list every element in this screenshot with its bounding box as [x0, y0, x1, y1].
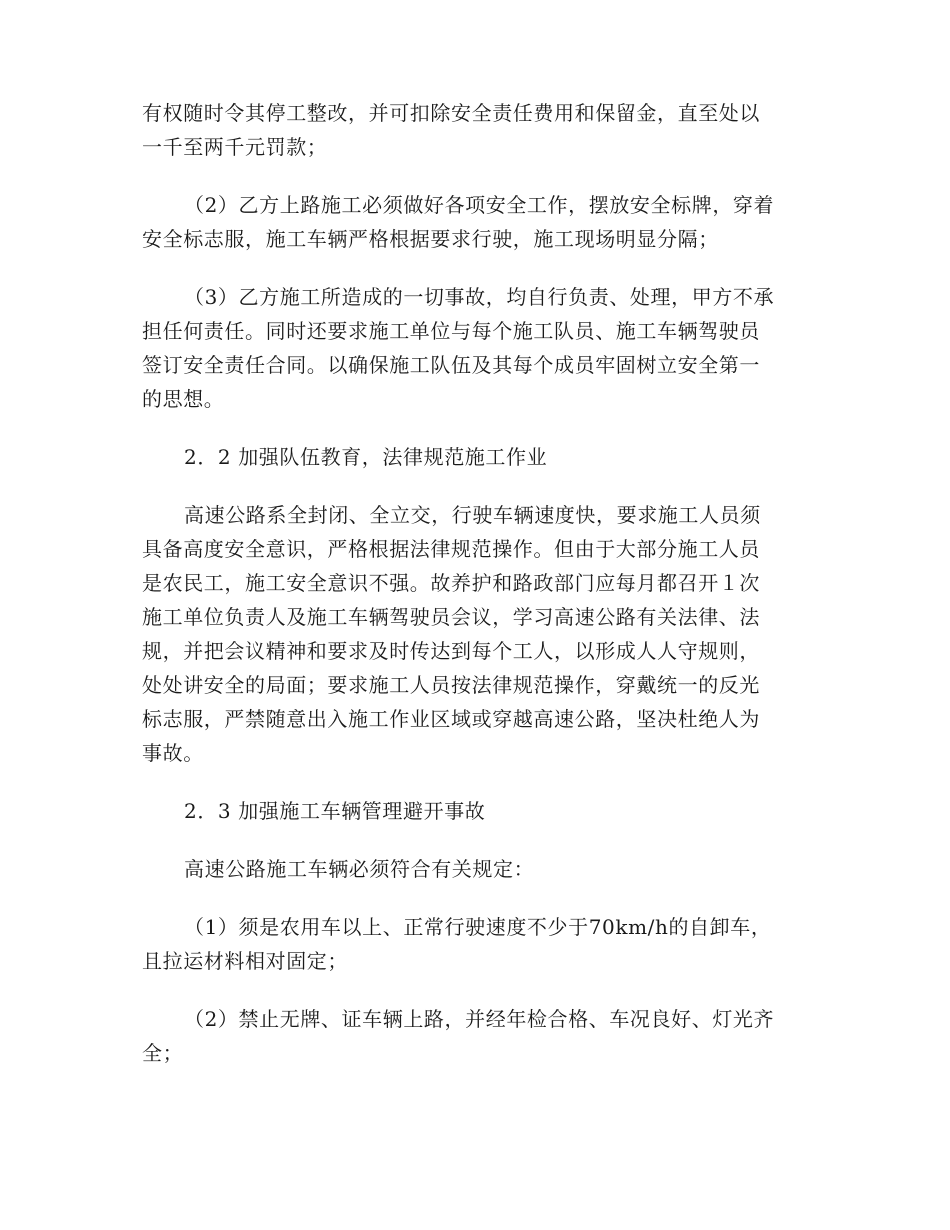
- text-line: 处处讲安全的局面；要求施工人员按法律规范操作，穿戴统一的反光: [142, 673, 760, 697]
- paragraph-item-2: [142, 188, 808, 256]
- section-heading: 2．3 加强施工车辆管理避开事故: [184, 799, 486, 823]
- text-line: 高速公路施工车辆必须符合有关规定：: [184, 857, 535, 881]
- text-line: 施工单位负责人及施工车辆驾驶员会议，学习高速公路有关法律、法: [142, 605, 760, 629]
- text-line: 是农民工，施工安全意识不强。故养护和路政部门应每月都召开１次: [142, 571, 760, 595]
- text-line: （3）乙方施工所造成的一切事故，均自行负责、处理，甲方不承: [184, 285, 775, 309]
- text-line: 且拉运材料相对固定；: [142, 949, 348, 973]
- text-line: 全；: [142, 1041, 184, 1065]
- paragraph-vehicle-rule-2: [142, 1002, 808, 1070]
- text-line: （2）禁止无牌、证车辆上路，并经年检合格、车况良好、灯光齐: [184, 1007, 775, 1031]
- text-line: （1）须是农用车以上、正常行驶速度不少于70km/h的自卸车，: [184, 915, 772, 939]
- text-line: 具备高度安全意识，严格根据法律规范操作。但由于大部分施工人员: [142, 537, 760, 561]
- text-line: 高速公路系全封闭、全立交，行驶车辆速度快，要求施工人员须: [184, 503, 761, 527]
- paragraph-continuation: [142, 96, 808, 164]
- text-line: 安全标志服，施工车辆严格根据要求行驶，施工现场明显分隔；: [142, 227, 719, 251]
- section-heading-2-3: [142, 794, 808, 828]
- paragraph-item-3: [142, 280, 808, 416]
- text-line: 事故。: [142, 741, 204, 765]
- text-line: 担任何责任。同时还要求施工单位与每个施工队员、施工车辆驾驶员: [142, 319, 760, 343]
- paragraph-section-2-2: [142, 498, 808, 770]
- text-line: （2）乙方上路施工必须做好各项安全工作，摆放安全标牌，穿着: [184, 193, 775, 217]
- text-line: 标志服，严禁随意出入施工作业区域或穿越高速公路，坚决杜绝人为: [142, 707, 760, 731]
- text-line: 签订安全责任合同。以确保施工队伍及其每个成员牢固树立安全第一: [142, 353, 760, 377]
- document-page: [142, 96, 808, 1070]
- text-line: 一千至两千元罚款；: [142, 135, 328, 159]
- paragraph-vehicle-rule-1: [142, 910, 808, 978]
- text-line: 规，并把会议精神和要求及时传达到每个工人，以形成人人守规则，: [142, 639, 760, 663]
- text-line: 有权随时令其停工整改，并可扣除安全责任费用和保留金，直至处以: [142, 101, 760, 125]
- text-line: 的思想。: [142, 387, 225, 411]
- section-heading-2-2: [142, 440, 808, 474]
- paragraph-section-2-3-intro: [142, 852, 808, 886]
- section-heading: 2．2 加强队伍教育，法律规范施工作业: [184, 445, 548, 469]
